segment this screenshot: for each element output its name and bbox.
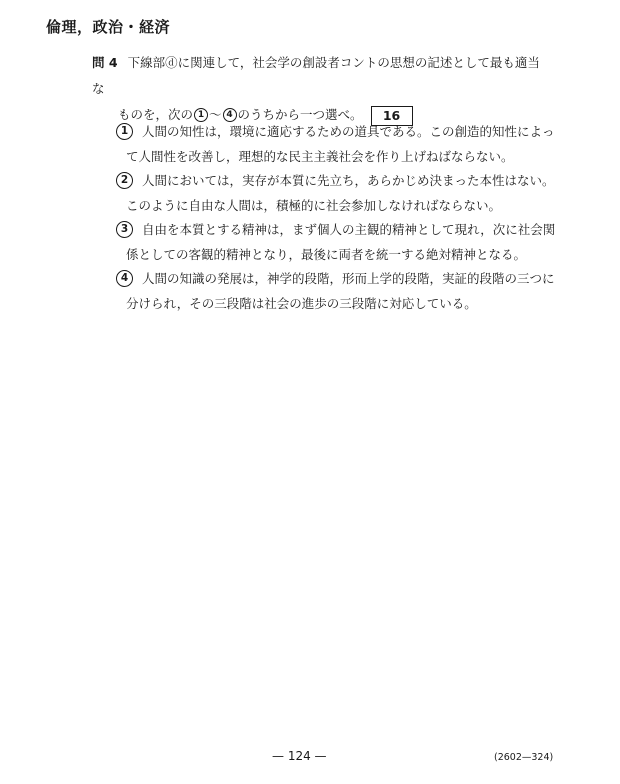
option-1 — [116, 120, 556, 169]
option-text-line-1: 人間の知性は，環境に適応するための道具である。この創造的知性によっ — [142, 124, 555, 139]
option-4 — [116, 267, 556, 316]
option-number: 3 — [116, 221, 133, 238]
page-number: — 124 — — [272, 749, 327, 763]
option-text-line-2: 係としての客観的精神となり，最後に両者を統一する絶対精神となる。 — [126, 246, 527, 262]
question-label: 問 4 — [92, 55, 118, 70]
question-text-1: 下線部ⓓに関連して，社会学の創設者コントの思想の記述として最も適当な — [92, 55, 540, 96]
question-line-1 — [92, 50, 552, 102]
option-number: 1 — [116, 123, 133, 140]
range-start-number: 1 — [194, 108, 208, 122]
option-text-line-2: て人間性を改善し，理想的な民主主義社会を作り上げねばならない。 — [126, 148, 514, 164]
option-2 — [116, 169, 556, 218]
option-text-line-1: 人間においては，実存が本質に先立ち，あらかじめ決まった本性はない。 — [142, 173, 555, 188]
document-code: (2602—324) — [494, 752, 554, 763]
option-number: 2 — [116, 172, 133, 189]
section-title: 倫理，政治・経済 — [46, 18, 171, 36]
answer-number-box: 16 — [371, 106, 413, 126]
question-text-2b: のうちから一つ選べ。 — [237, 107, 363, 122]
options-list — [116, 120, 556, 316]
range-separator: ～ — [209, 107, 222, 122]
question-text-2a: ものを，次の — [118, 107, 194, 122]
option-text-line-2: このように自由な人間は，積極的に社会参加しなければならない。 — [126, 197, 502, 213]
option-3 — [116, 218, 556, 267]
option-number: 4 — [116, 270, 133, 287]
option-text-line-1: 自由を本質とする精神は，まず個人の主観的精神として現れ，次に社会関 — [142, 222, 556, 237]
option-text-line-2: 分けられ，その三段階は社会の進歩の三段階に対応している。 — [126, 295, 477, 311]
question-block — [92, 50, 552, 128]
option-text-line-1: 人間の知識の発展は，神学的段階，形而上学的段階，実証的段階の三つに — [142, 271, 555, 286]
range-end-number: 4 — [223, 108, 237, 122]
